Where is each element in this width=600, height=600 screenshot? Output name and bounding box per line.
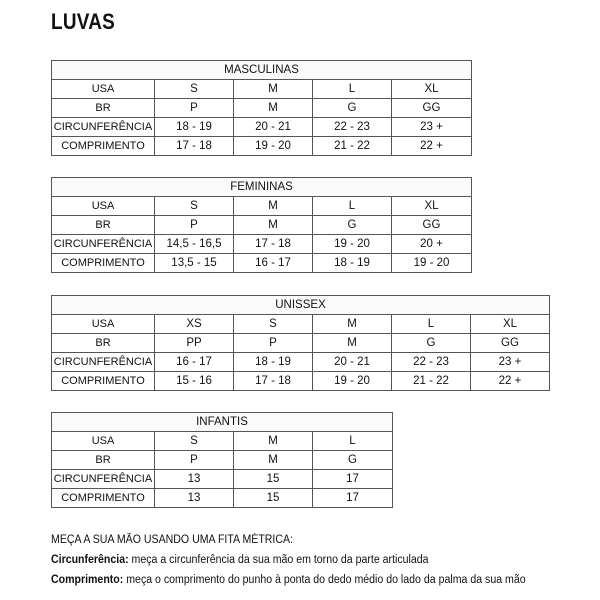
table-row	[52, 235, 472, 254]
table-row	[52, 216, 472, 235]
table-cell: XL	[392, 197, 472, 216]
table-row	[52, 118, 472, 137]
length-note	[51, 570, 552, 590]
table-cell: 23 +	[471, 353, 550, 372]
table-cell: M	[234, 99, 313, 118]
table-cell: 15	[234, 470, 313, 489]
table-cell: 15	[234, 489, 313, 508]
table-cell: 22 - 23	[392, 353, 471, 372]
page-title: LUVAS	[51, 9, 116, 34]
table-cell: 22 +	[471, 372, 550, 391]
table-row	[52, 80, 472, 99]
row-label: COMPRIMENTO	[52, 372, 155, 391]
table-cell: 18 - 19	[155, 118, 234, 137]
row-label: COMPRIMENTO	[52, 137, 155, 156]
table-cell: P	[155, 451, 234, 470]
table-cell: L	[313, 197, 392, 216]
size-table-infantis	[51, 412, 393, 508]
table-row	[52, 470, 393, 489]
table-cell: 18 - 19	[234, 353, 313, 372]
size-table-femininas	[51, 177, 472, 273]
table-cell: 16 - 17	[234, 254, 313, 273]
table-cell: XS	[155, 315, 234, 334]
table-caption: UNISSEX	[52, 296, 550, 315]
table-row	[52, 353, 550, 372]
row-label: BR	[52, 451, 155, 470]
table-cell: G	[313, 99, 392, 118]
table-cell: G	[392, 334, 471, 353]
table-cell: XL	[471, 315, 550, 334]
table-cell: XL	[392, 80, 472, 99]
table-row	[52, 315, 550, 334]
table-row	[52, 372, 550, 391]
table-cell: M	[234, 80, 313, 99]
table-cell: 20 - 21	[313, 353, 392, 372]
table-cell: 19 - 20	[313, 372, 392, 391]
table-caption: MASCULINAS	[52, 61, 472, 80]
table-cell: 23 +	[392, 118, 472, 137]
measurement-notes	[51, 530, 596, 590]
circumference-term: Circunferência:	[51, 554, 129, 566]
table-cell: 20 - 21	[234, 118, 313, 137]
table-cell: P	[155, 216, 234, 235]
table-cell: S	[155, 80, 234, 99]
table-cell: M	[234, 216, 313, 235]
length-term: Comprimento:	[51, 574, 124, 586]
table-row	[52, 451, 393, 470]
notes-heading: MEÇA A SUA MÃO USANDO UMA FITA MÉTRICA:	[51, 534, 294, 546]
row-label: COMPRIMENTO	[52, 489, 155, 508]
length-text: meça o comprimento do punho à ponta do dedo médio do lado da palma da sua mão	[123, 574, 526, 586]
table-cell: 13	[155, 470, 234, 489]
row-label: USA	[52, 80, 155, 99]
table-cell: 13	[155, 489, 234, 508]
table-row	[52, 197, 472, 216]
row-label: CIRCUNFERÊNCIA	[52, 235, 155, 254]
row-label: USA	[52, 432, 155, 451]
table-cell: P	[234, 334, 313, 353]
table-cell: 20 +	[392, 235, 472, 254]
table-cell: M	[313, 334, 392, 353]
row-label: USA	[52, 315, 155, 334]
table-cell: 14,5 - 16,5	[155, 235, 234, 254]
table-cell: P	[155, 99, 234, 118]
table-cell: GG	[392, 99, 472, 118]
table-cell: 22 - 23	[313, 118, 392, 137]
table-row	[52, 99, 472, 118]
table-cell: 18 - 19	[313, 254, 392, 273]
table-cell: 17 - 18	[155, 137, 234, 156]
table-cell: 17 - 18	[234, 372, 313, 391]
table-cell: M	[234, 451, 313, 470]
table-cell: M	[313, 315, 392, 334]
table-cell: S	[155, 197, 234, 216]
circumference-text: meça a circunferência da sua mão em torno da parte articulada	[128, 554, 429, 566]
row-label: BR	[52, 99, 155, 118]
table-caption: FEMININAS	[52, 178, 472, 197]
size-table-masculinas	[51, 60, 472, 156]
row-label: CIRCUNFERÊNCIA	[52, 470, 155, 489]
row-label: BR	[52, 334, 155, 353]
table-cell: L	[313, 432, 393, 451]
row-label: CIRCUNFERÊNCIA	[52, 118, 155, 137]
table-cell: GG	[471, 334, 550, 353]
table-cell: 17	[313, 470, 393, 489]
size-table-unissex	[51, 295, 550, 391]
table-row	[52, 334, 550, 353]
table-cell: PP	[155, 334, 234, 353]
table-cell: G	[313, 216, 392, 235]
table-cell: M	[234, 197, 313, 216]
table-cell: 17 - 18	[234, 235, 313, 254]
table-cell: L	[392, 315, 471, 334]
table-cell: 19 - 20	[234, 137, 313, 156]
table-cell: L	[313, 80, 392, 99]
table-cell: GG	[392, 216, 472, 235]
row-label: BR	[52, 216, 155, 235]
table-row	[52, 137, 472, 156]
table-cell: G	[313, 451, 393, 470]
table-cell: 21 - 22	[313, 137, 392, 156]
table-cell: 22 +	[392, 137, 472, 156]
table-cell: S	[155, 432, 234, 451]
table-row	[52, 254, 472, 273]
table-caption: INFANTIS	[52, 413, 393, 432]
circumference-note	[51, 550, 552, 570]
table-cell: 15 - 16	[155, 372, 234, 391]
table-cell: 21 - 22	[392, 372, 471, 391]
table-row	[52, 432, 393, 451]
table-cell: 19 - 20	[392, 254, 472, 273]
table-cell: 17	[313, 489, 393, 508]
table-cell: 19 - 20	[313, 235, 392, 254]
row-label: CIRCUNFERÊNCIA	[52, 353, 155, 372]
table-cell: 13,5 - 15	[155, 254, 234, 273]
table-row	[52, 489, 393, 508]
table-cell: S	[234, 315, 313, 334]
table-cell: 16 - 17	[155, 353, 234, 372]
row-label: USA	[52, 197, 155, 216]
row-label: COMPRIMENTO	[52, 254, 155, 273]
table-cell: M	[234, 432, 313, 451]
